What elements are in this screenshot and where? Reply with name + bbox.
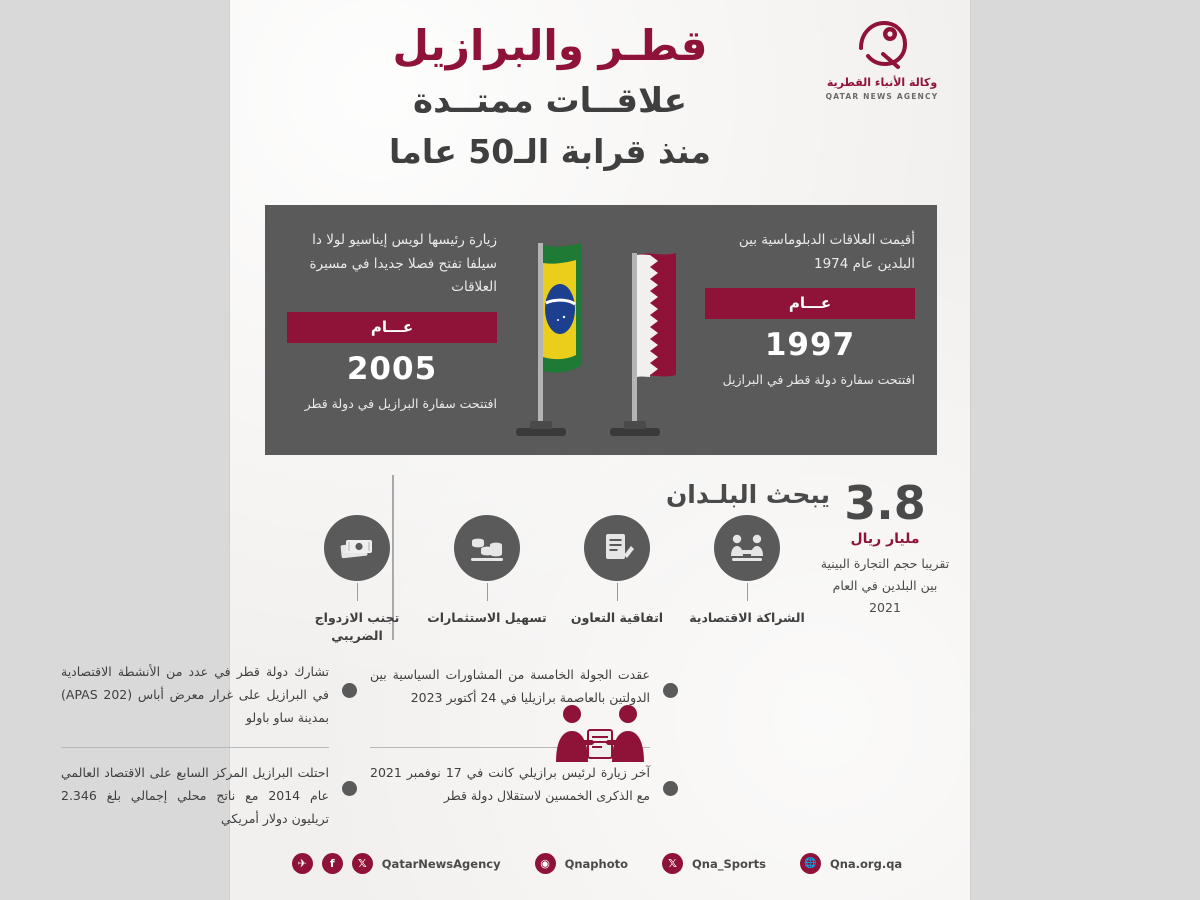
handshake-people-icon <box>714 515 780 581</box>
bullet-divider <box>61 747 329 748</box>
document-signature-icon <box>584 515 650 581</box>
facebook-glyph: f <box>329 857 335 870</box>
topic-item-investments <box>424 515 550 627</box>
qatar-year-description: افتتحت سفارة دولة قطر في البرازيل <box>722 372 915 388</box>
bullet-text-1: عقدت الجولة الخامسة من المشاورات السياسية بين الدولتين بالعاصمة برازيليا في 24 أكتوبر 2023 <box>370 667 650 706</box>
topic-label: تسهيل الاستثمارات <box>427 610 547 625</box>
qatar-flag <box>637 253 676 377</box>
globe-icon[interactable] <box>800 853 821 874</box>
x-glyph-2: 𝕏 <box>668 857 677 870</box>
trade-volume-description: تقريبا حجم التجارة البينية بين البلدين في العام 2021 <box>820 556 950 615</box>
page-title: قطـر والبرازيل <box>392 21 708 70</box>
globe-glyph: 🌐 <box>804 858 817 869</box>
brazil-flag <box>543 243 582 373</box>
topic-item-double-taxation <box>294 515 420 644</box>
brazil-year-value: 2005 <box>346 350 438 387</box>
social-handle-main: QatarNewsAgency <box>381 856 501 871</box>
brazil-year-description: افتتحت سفارة البرازيل في دولة قطر <box>304 395 497 411</box>
facebook-icon[interactable] <box>322 853 343 874</box>
topic-label: اتفاقية التعاون <box>570 610 664 625</box>
x-glyph: 𝕏 <box>357 857 367 870</box>
telegram-glyph: ✈ <box>297 857 307 870</box>
flags-svg <box>486 215 716 450</box>
topics-row <box>270 515 810 645</box>
banknotes-icon <box>324 515 390 581</box>
trade-volume-stat <box>820 476 950 619</box>
social-handle-sports: Qna_Sports <box>692 856 766 871</box>
topic-item-economic-partnership <box>684 515 810 627</box>
header-titles <box>230 22 870 175</box>
instagram-icon[interactable] <box>535 853 556 874</box>
qna-logo-english: QATAR NEWS AGENCY <box>825 92 939 101</box>
relations-panel <box>265 205 937 455</box>
brazil-intro-text: زيارة رئيسها لويس إيناسيو لولا دا سيلفا تفتح فصلا جديدا في مسيرة العلاقات <box>309 232 497 296</box>
x-twitter-icon-2[interactable] <box>662 853 683 874</box>
bullet-text-4: احتلت البرازيل المركز السابع على الاقتصاد العالمي عام 2014 مع ناتج محلي إجمالي بلغ 2.346 تريليون دولار أمريكي <box>61 765 330 827</box>
meeting-illustration <box>540 700 660 780</box>
bullet-text-3: آخر زيارة لرئيس برازيلي كانت في 17 نوفمبر 2021 مع الذكرى الخمسين لاستقلال دولة قطر <box>370 765 650 804</box>
qatar-year-value: 1997 <box>764 327 856 364</box>
website-url: Qna.org.qa <box>829 856 903 871</box>
instagram-glyph: ◉ <box>540 857 550 870</box>
flags-illustration <box>486 215 716 450</box>
trade-volume-unit: مليار ريال <box>850 531 920 547</box>
social-footer <box>230 853 970 874</box>
qna-logo-mark <box>853 18 911 72</box>
qna-logo-arabic: وكالة الأنباء القطرية <box>826 76 938 89</box>
qna-logo <box>812 18 952 118</box>
bullet-dot <box>663 781 678 796</box>
bullet-text-2: تشارك دولة قطر في عدد من الأنشطة الاقتصادية في البرازيل على غرار معرض أباس (APAS 202) بمدينة ساو باولو <box>61 664 329 726</box>
coins-stack-icon <box>454 515 520 581</box>
page-subtitle-2: منذ قرابة الـ50 عاما <box>389 132 711 172</box>
qatar-intro-text: أقيمت العلاقات الدبلوماسية بين البلدين عام 1974 <box>738 232 915 272</box>
qatar-column <box>705 229 915 391</box>
topic-label: تجنب الازدواج الضريبي <box>314 610 400 643</box>
bullet-dot <box>663 683 678 698</box>
brazil-year-label: عـــام <box>287 312 497 343</box>
topic-item-cooperation-agreement <box>554 515 680 627</box>
bullet-dot <box>342 781 357 796</box>
brazil-column <box>287 229 497 414</box>
page-subtitle: علاقــات ممتــدة <box>413 81 687 122</box>
telegram-icon[interactable] <box>292 853 313 874</box>
trade-volume-number: 3.8 <box>844 476 926 530</box>
social-handle-instagram: Qnaphoto <box>564 856 629 871</box>
x-twitter-icon[interactable] <box>352 853 373 874</box>
infographic-sheet <box>61 0 970 900</box>
mid-section-title: يبحث البلـدان <box>665 480 830 509</box>
bullet-dot <box>342 683 357 698</box>
qatar-year-label: عـــام <box>705 288 915 319</box>
topic-label: الشراكة الاقتصادية <box>689 610 805 625</box>
